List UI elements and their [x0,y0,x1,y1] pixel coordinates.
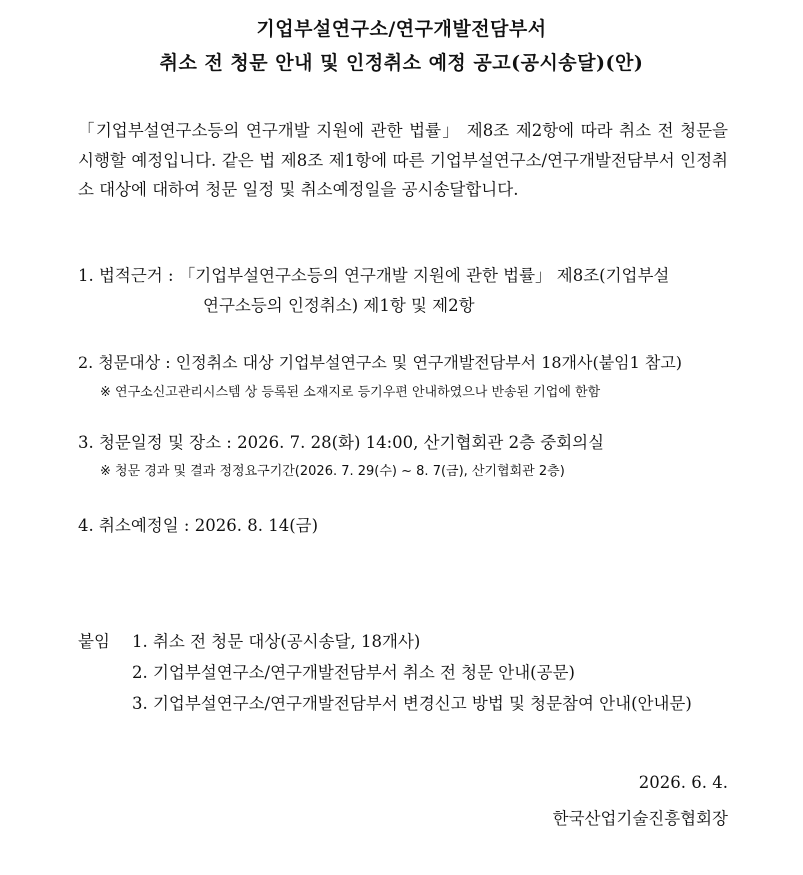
attachments-label: 붙임 [78,632,110,651]
attachment-item: 1. 취소 전 청문 대상(공시송달, 18개사) [132,632,421,651]
attachment-item: 2. 기업부설연구소/연구개발전담부서 취소 전 청문 안내(공문) [132,663,575,682]
document-title-line1: 기업부설연구소/연구개발전담부서 [256,18,547,40]
hearing-target-note: ※ 연구소신고관리시스템 상 등록된 소재지로 등기우편 안내하였으나 반송된 기업에 한함 [100,385,601,400]
hearing-target: 2. 청문대상 : 인정취소 대상 기업부설연구소 및 연구개발전담부서 18개사(붙임1 참고) [78,353,683,372]
intro-paragraph: 「기업부설연구소등의 연구개발 지원에 관한 법률」 제8조 제2항에 따라 취소 전 청문을 시행할 예정입니다. 같은 법 제8조 제1항에 따른 기업부설연구소/연구개발전담부서 인정취소 대상에 대하여 청문 일정 및 취소예정일을 공시송달합니다. [78,121,728,199]
cancellation-date: 4. 취소예정일 : 2026. 8. 14(금) [78,516,319,535]
hearing-schedule-note: ※ 청문 경과 및 결과 정정요구기간(2026. 7. 29(수) ~ 8. 7(금), 산기협회관 2층) [100,464,565,479]
document-date: 2026. 6. 4. [638,773,728,792]
document-title-line2: 취소 전 청문 안내 및 인정취소 예정 공고(공시송달)(안) [159,52,644,74]
issuing-organization: 한국산업기술진흥협회장 [552,809,728,828]
hearing-schedule: 3. 청문일정 및 장소 : 2026. 7. 28(화) 14:00, 산기협회관 2층 중회의실 [78,433,605,452]
attachment-item: 3. 기업부설연구소/연구개발전담부서 변경신고 방법 및 청문참여 안내(안내문) [132,694,692,713]
legal-basis-line1: 1. 법적근거 : 「기업부설연구소등의 연구개발 지원에 관한 법률」 제8조(기업부설 [78,266,670,285]
legal-basis-line2: 연구소등의 인정취소) 제1항 및 제2항 [203,296,475,315]
